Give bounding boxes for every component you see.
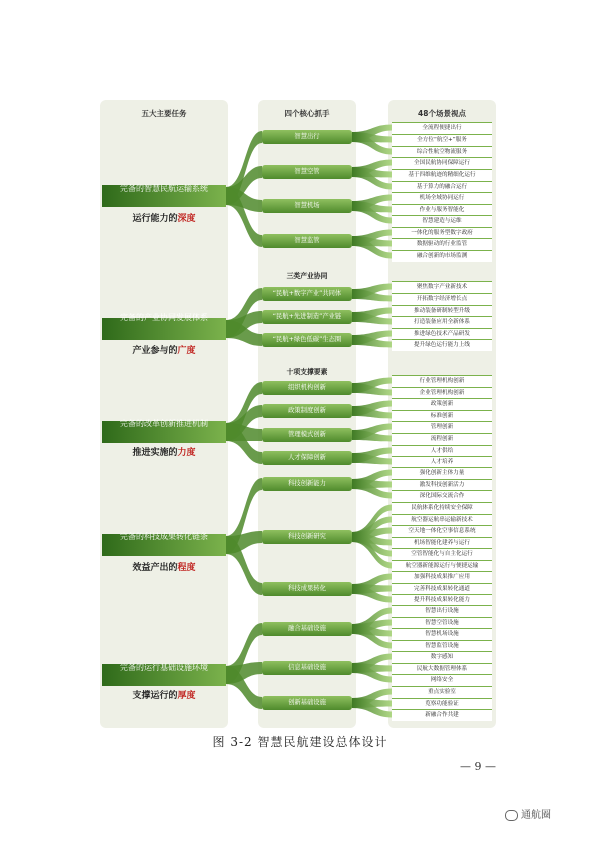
task-5-subtitle: 支撑运行的厚度 [132,691,196,701]
scene-item: 激发科技创新活力 [392,479,492,491]
scene-item: 加强科技成果推广应用 [392,571,492,583]
lever-smart-regulation: 智慧监管 [262,234,352,248]
task-3-title: 完备的改革创新推进机制 [120,419,208,428]
lever-smart-airport: 智慧机场 [262,199,352,213]
lever-talent-innovation: 人才保障创新 [262,451,352,465]
task-5-title: 完备的运行基础设施环境 [120,663,208,672]
scene-item: 政策创新 [392,398,492,410]
lever-info-infrastructure: 信息基础设施 [262,661,352,675]
lever-smart-atc: 智慧空管 [262,165,352,179]
scene-item: 全国民航协同保障运行 [392,157,492,169]
task-3-subtitle: 推进实施的力度 [132,448,196,458]
scene-item: 完善科技成果转化通道 [392,583,492,595]
task-2-title: 完备的产业协同发展体系 [120,313,208,322]
lever-tech-capability: 科技创新能力 [262,477,352,491]
scene-item: 人才供给 [392,445,492,457]
task-1-subtitle: 运行能力的深度 [132,214,196,224]
scene-item: 智慧监管设施 [392,640,492,652]
scene-item: 航空器新能源运行与便捷运输 [392,560,492,572]
scene-item: 民航大数据管理体系 [392,663,492,675]
lever-green-lowcarbon: “民航+绿色低碳”生态圈 [262,333,352,347]
lever-management-innovation: 管理模式创新 [262,428,352,442]
scene-item: 聚焦数字产业新技术 [392,281,492,293]
scene-item: 数字感知 [392,651,492,663]
scene-item: 航空器运航串运输新技术 [392,514,492,526]
lever-innovation-infrastructure: 创新基础设施 [262,696,352,710]
task-4-title: 完备的科技成果转化链条 [120,532,208,541]
task-2-subtitle: 产业参与的广度 [132,346,196,356]
scene-item: 空管智能化与自主化运行 [392,548,492,560]
scene-item: 机场智能化建养与运行 [392,537,492,549]
header-core-levers: 四个核心抓手 [284,109,330,118]
scene-item: 新融合作共建 [392,709,492,721]
scene-item: 人才培养 [392,456,492,468]
scene-item: 重点实验室 [392,686,492,698]
scene-item: 数据驱动的行业监管 [392,238,492,250]
scene-item: 智慧空管设施 [392,617,492,629]
scene-item: 提升绿色运行能力上线 [392,339,492,351]
page-number: — 9 — [460,760,496,773]
scene-item: 作业与服务智能化 [392,204,492,216]
brand-watermark: 通航圈 [505,806,551,821]
scene-item: 强化创新主体力量 [392,467,492,479]
scene-item: 开拓数字经济增长点 [392,293,492,305]
scene-item: 管理创新 [392,421,492,433]
task-1-title: 完备的智慧民航运输系统 [120,184,208,193]
wechat-icon [505,810,518,821]
scene-item: 机场全域协同运行 [392,192,492,204]
scene-item: 推进绿色技术产品研发 [392,328,492,340]
scene-item: 一体化的服务型数字政府 [392,227,492,239]
scene-item: 标准创新 [392,410,492,422]
scene-item: 智慧机场设施 [392,628,492,640]
lever-fusion-infrastructure: 融合基础设施 [262,622,352,636]
scene-item: 行业管理机构创新 [392,375,492,387]
scene-item: 全方位“航空+”服务 [392,134,492,146]
scene-item: 基于四维航迹的精细化运行 [392,169,492,181]
task-4-subtitle: 效益产出的程度 [132,563,196,573]
lever-policy-innovation: 政策制度创新 [262,404,352,418]
scene-item: 民航体系化持续安全保障 [392,502,492,514]
lever-tech-research: 科技创新研究 [262,530,352,544]
scene-item: 全流程便捷出行 [392,122,492,134]
scene-item: 智慧出行设施 [392,605,492,617]
header-main-tasks: 五大主要任务 [141,109,187,118]
scene-item: 网络安全 [392,674,492,686]
scene-item: 推动装备研制转型升级 [392,305,492,317]
scene-item: 深化国际交流合作 [392,490,492,502]
scene-item: 企业管理机构创新 [392,387,492,399]
lever-digital-industry: “民航+数字产业”共同体 [262,287,352,301]
scene-item: 基于算力的融合运行 [392,181,492,193]
scene-item: 打造装备应用全新体系 [392,316,492,328]
lever-advanced-manufacturing: “民航+先进制造”产业链 [262,310,352,324]
lever-tech-transfer: 科技成果转化 [262,582,352,596]
scene-item: 览察功能验证 [392,698,492,710]
scene-item: 流程创新 [392,433,492,445]
scene-item: 空天地一体化空事信息系统 [392,525,492,537]
header-support-elements: 十项支撑要素 [286,368,328,376]
scene-item: 提升科技成果转化能力 [392,594,492,606]
lever-org-innovation: 组织机构创新 [262,381,352,395]
scene-item: 综合性航空物流服务 [392,146,492,158]
figure-caption: 图 3-2 智慧民航建设总体设计 [212,735,388,749]
lever-smart-travel: 智慧出行 [262,130,352,144]
header-scenario-views: 48个场景视点 [418,109,466,118]
scene-item: 智慧建造与运维 [392,215,492,227]
header-industry-synergy: 三类产业协同 [286,272,328,280]
scene-item: 融合创新的市场监测 [392,250,492,262]
